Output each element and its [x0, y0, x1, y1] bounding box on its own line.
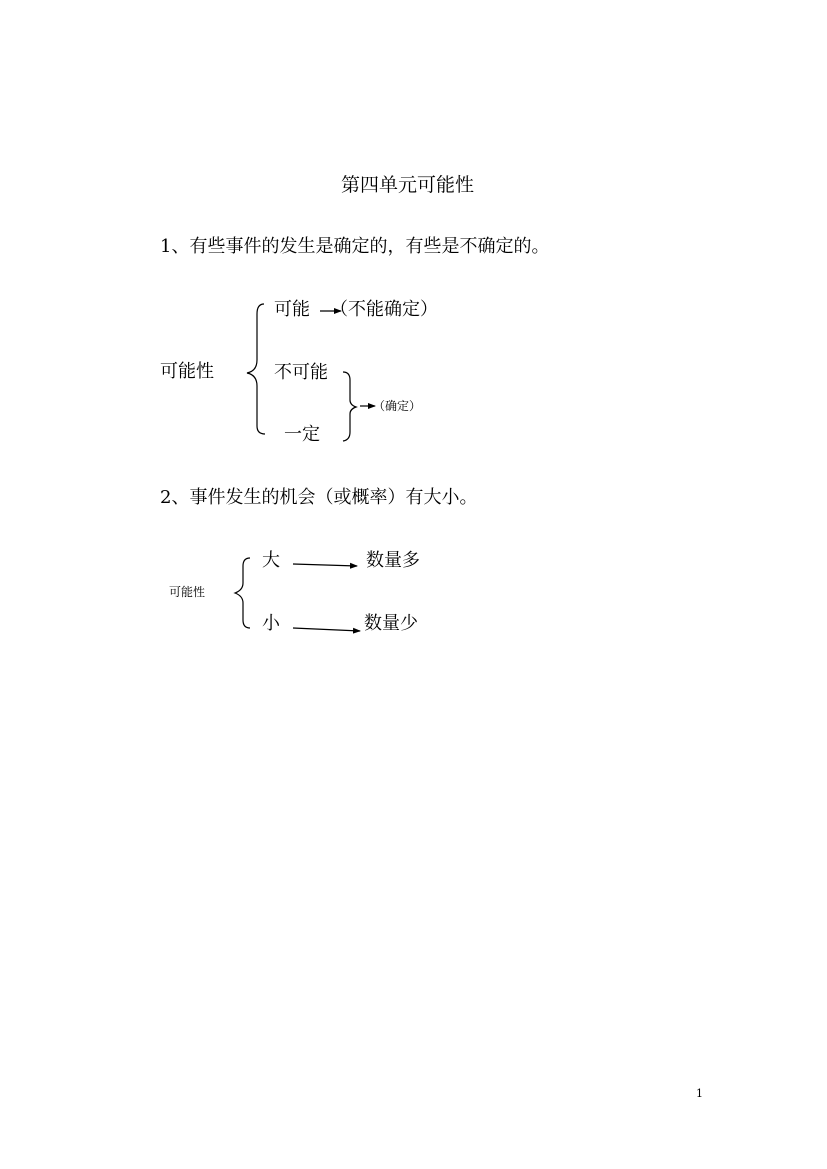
page-title: 第四单元可能性	[341, 174, 475, 196]
diagram1-result-uncertain: （不能确定）	[330, 299, 438, 320]
diagram2-result-large: 数量多	[366, 550, 420, 571]
section-2-text: 2、事件发生的机会（或概率）有大小。	[160, 487, 478, 508]
diagram2-result-small: 数量少	[364, 613, 418, 634]
diagram1-branch-impossible: 不可能	[274, 362, 328, 383]
diagram1-branch-possible: 可能	[274, 299, 310, 320]
diagram1-right-brace	[343, 372, 356, 441]
diagram2-left-brace	[235, 558, 250, 628]
diagram2-branch-large: 大	[262, 550, 280, 571]
diagram1-left-brace	[247, 304, 265, 434]
diagram2-arrow-small	[293, 628, 360, 631]
diagram1-branch-certain: 一定	[284, 424, 320, 445]
diagram1-root: 可能性	[160, 361, 214, 382]
diagram2-arrow-large	[293, 564, 357, 566]
page-number: 1	[696, 1087, 703, 1100]
diagram2-branch-small: 小	[262, 613, 280, 634]
section-1-text: 1、有些事件的发生是确定的，有些是不确定的。	[160, 236, 550, 257]
diagram2-root: 可能性	[169, 585, 206, 599]
diagram1-result-certain: （确定）	[373, 399, 422, 413]
